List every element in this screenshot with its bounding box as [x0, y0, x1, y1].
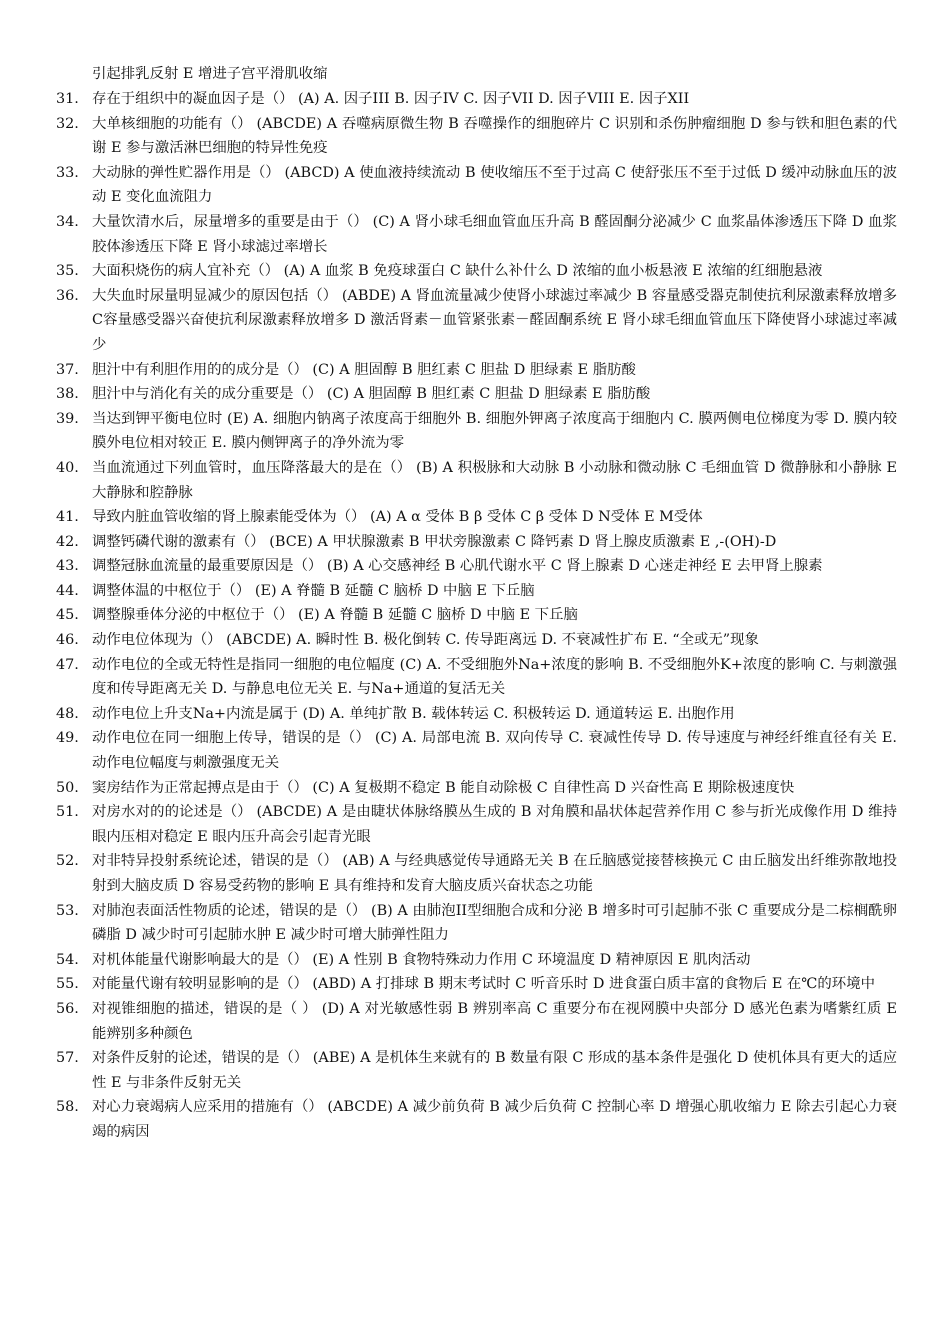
question-item [0, 259, 897, 284]
question-number: 46. [56, 632, 79, 649]
question-text: 调整腺垂体分泌的中枢位于（） (E) A 脊髓 B 延髓 C 脑桥 D 中脑 E 下丘脑 [92, 607, 578, 624]
question-text: 动作电位的全或无特性是指同一细胞的电位幅度 (C) A. 不受细胞外Na+浓度的影响 B. 不受细胞外K+浓度的影响 C. 与刺激强度和传导距离无关 D. 与静息电位无关 E. 与Na+通道的复活无关 [92, 656, 897, 698]
question-text: 大失血时尿量明显减少的原因包括（） (ABDE) A 肾血流量减少使肾小球滤过率减少 B 容量感受器克制使抗利尿激素释放增多 C容量感受器兴奋使抗利尿激素释放增多 D 激活肾素－血管紧张素－醛固酮系统 E 肾小球毛细血管血压下降使肾小球滤过率减少 [92, 287, 897, 353]
question-text: 对心力衰竭病人应采用的措施有（） (ABCDE) A 减少前负荷 B 减少后负荷 C 控制心率 D 增强心肌收缩力 E 除去引起心力衰竭的病因 [92, 1099, 897, 1140]
question-text: 大面积烧伤的病人宜补充（） (A) A 血浆 B 免疫球蛋白 C 缺什么补什么 D 浓缩的血小板悬液 E 浓缩的红细胞悬液 [92, 263, 823, 280]
question-number: 53. [56, 902, 79, 919]
question-number: 55. [56, 976, 79, 993]
question-text: 大动脉的弹性贮器作用是（） (ABCD) A 使血液持续流动 B 使收缩压不至于过高 C 使舒张压不至于过低 D 缓冲动脉血压的波动 E 变化血流阻力 [92, 164, 897, 206]
question-number: 32. [56, 115, 79, 132]
question-text: 调整冠脉血流量的最重要原因是（） (B) A 心交感神经 B 心肌代谢水平 C 肾上腺素 D 心迷走神经 E 去甲肾上腺素 [92, 558, 823, 575]
question-item [0, 776, 897, 801]
question-number: 34. [56, 213, 79, 230]
question-number: 36. [56, 287, 79, 304]
question-number: 51. [56, 804, 79, 821]
question-number: 52. [56, 853, 79, 870]
question-item [0, 726, 897, 775]
question-item [0, 972, 897, 997]
question-item [0, 210, 897, 259]
question-list [0, 87, 950, 1145]
question-item [0, 899, 897, 948]
question-item [0, 87, 897, 112]
question-item [0, 382, 897, 407]
question-number: 49. [56, 730, 79, 747]
question-item [0, 530, 897, 555]
question-text: 对房水对的的论述是（） (ABCDE) A 是由睫状体脉络膜丛生成的 B 对角膜和晶状体起营养作用 C 参与折光成像作用 D 维持眼内压相对稳定 E 眼内压升高会引起青光眼 [92, 804, 897, 845]
question-number: 33. [56, 164, 79, 181]
question-number: 44. [56, 582, 79, 599]
question-number: 37. [56, 361, 79, 378]
question-item [0, 284, 897, 358]
question-item [0, 456, 897, 505]
question-item [0, 112, 897, 161]
question-item [0, 628, 897, 653]
question-text: 存在于组织中的凝血因子是（） (A) A. 因子III B. 因子IV C. 因子VII D. 因子VIII E. 因子XII [92, 91, 690, 107]
question-item [0, 161, 897, 210]
question-text: 胆汁中有利胆作用的的成分是（） (C) A 胆固醇 B 胆红素 C 胆盐 D 胆绿素 E 脂肪酸 [92, 361, 636, 378]
question-item [0, 1046, 897, 1095]
question-item [0, 653, 897, 702]
question-text: 动作电位上升支Na+内流是属于 (D) A. 单纯扩散 B. 载体转运 C. 积极转运 D. 通道转运 E. 出胞作用 [92, 705, 735, 722]
question-number: 43. [56, 558, 79, 575]
question-item [0, 505, 897, 530]
question-item [0, 702, 897, 727]
question-text: 对能量代谢有较明显影响的是（） (ABD) A 打排球 B 期末考试时 C 听音乐时 D 进食蛋白质丰富的食物后 E 在℃的环境中 [92, 976, 875, 993]
question-number: 57. [56, 1050, 79, 1067]
question-text: 动作电位在同一细胞上传导，错误的是（） (C) A. 局部电流 B. 双向传导 C. 衰减性传导 D. 传导速度与神经纤维直径有关 E. 动作电位幅度与刺激强度无关 [92, 730, 897, 772]
question-item [0, 1095, 897, 1144]
question-text: 当血流通过下列血管时，血压降落最大的是在（） (B) A 积极脉和大动脉 B 小动脉和微动脉 C 毛细血管 D 微静脉和小静脉 E 大静脉和腔静脉 [92, 459, 897, 501]
question-text: 胆汁中与消化有关的成分重要是（） (C) A 胆固醇 B 胆红素 C 胆盐 D 胆绿素 E 脂肪酸 [92, 386, 651, 403]
question-item [0, 849, 897, 898]
question-number: 42. [56, 533, 79, 550]
question-item [0, 554, 897, 579]
question-item [0, 997, 897, 1046]
question-item [0, 579, 897, 604]
continued-answer-line: 引起排乳反射 E 增进子宫平滑肌收缩 [92, 66, 328, 82]
question-number: 58. [56, 1099, 79, 1116]
question-number: 38. [56, 386, 79, 403]
question-item [0, 800, 897, 849]
question-text: 当达到钾平衡电位时 (E) A. 细胞内钠离子浓度高于细胞外 B. 细胞外钾离子浓度高于细胞内 C. 膜两侧电位梯度为零 D. 膜内较膜外电位相对较正 E. 膜内侧钾离子的净外流为零 [92, 410, 897, 452]
question-number: 39. [56, 410, 79, 427]
question-text: 窦房结作为正常起搏点是由于（） (C) A 复极期不稳定 B 能自动除极 C 自律性高 D 兴奋性高 E 期除极速度快 [92, 779, 795, 796]
question-text: 调整钙磷代谢的激素有（） (BCE) A 甲状腺激素 B 甲状旁腺激素 C 降钙素 D 肾上腺皮质激素 E ,-(OH)-D [92, 533, 777, 550]
question-number: 47. [56, 656, 79, 673]
question-text: 动作电位体现为（） (ABCDE) A. 瞬时性 B. 极化倒转 C. 传导距离远 D. 不衰减性扩布 E. “全或无”现象 [92, 632, 759, 649]
question-text: 对非特异投射系统论述，错误的是（） (AB) A 与经典感觉传导通路无关 B 在丘脑感觉接替核换元 C 由丘脑发出纤维弥散地投射到大脑皮质 D 容易受药物的影响 E 具有维持和发育大脑皮质兴奋状态之功能 [92, 853, 897, 894]
question-text: 对视锥细胞的描述，错误的是（ ） (D) A 对光敏感性弱 B 辨别率高 C 重要分布在视网膜中央部分 D 感光色素为嗜紫红质 E 能辨别多种颜色 [92, 1000, 897, 1042]
question-number: 35. [56, 263, 79, 280]
question-number: 40. [56, 459, 79, 476]
question-text: 对机体能量代谢影响最大的是（） (E) A 性别 B 食物特殊动力作用 C 环境温度 D 精神原因 E 肌肉活动 [92, 951, 751, 968]
question-item [0, 948, 897, 973]
question-number: 56. [56, 1000, 79, 1017]
question-text: 调整体温的中枢位于（） (E) A 脊髓 B 延髓 C 脑桥 D 中脑 E 下丘脑 [92, 582, 535, 599]
question-item [0, 407, 897, 456]
question-number: 48. [56, 705, 79, 722]
question-item [0, 358, 897, 383]
question-text: 大量饮清水后，尿量增多的重要是由于（） (C) A 肾小球毛细血管血压升高 B 醛固酮分泌减少 C 血浆晶体渗透压下降 D 血浆胶体渗透压下降 E 肾小球滤过率增长 [92, 213, 897, 255]
question-number: 31. [56, 91, 79, 107]
question-text: 大单核细胞的功能有（） (ABCDE) A 吞噬病原微生物 B 吞噬操作的细胞碎片 C 识别和杀伤肿瘤细胞 D 参与铁和胆色素的代谢 E 参与激活淋巴细胞的特异性免疫 [92, 115, 897, 157]
question-text: 对肺泡表面活性物质的论述，错误的是（） (B) A 由肺泡II型细胞合成和分泌 B 增多时可引起肺不张 C 重要成分是二棕榈酰卵磷脂 D 减少时可引起肺水肿 E 减少时可增大肺弹性阻力 [92, 902, 897, 944]
question-text: 导致内脏血管收缩的肾上腺素能受体为（） (A) A α 受体 B β 受体 C β 受体 D N受体 E M受体 [92, 509, 703, 526]
question-text: 对条件反射的论述，错误的是（） (ABE) A 是机体生来就有的 B 数量有限 C 形成的基本条件是强化 D 使机体具有更大的适应性 E 与非条件反射无关 [92, 1050, 897, 1091]
question-number: 50. [56, 779, 79, 796]
question-number: 45. [56, 607, 79, 624]
question-item [0, 603, 897, 628]
question-number: 41. [56, 509, 79, 526]
question-number: 54. [56, 951, 79, 968]
